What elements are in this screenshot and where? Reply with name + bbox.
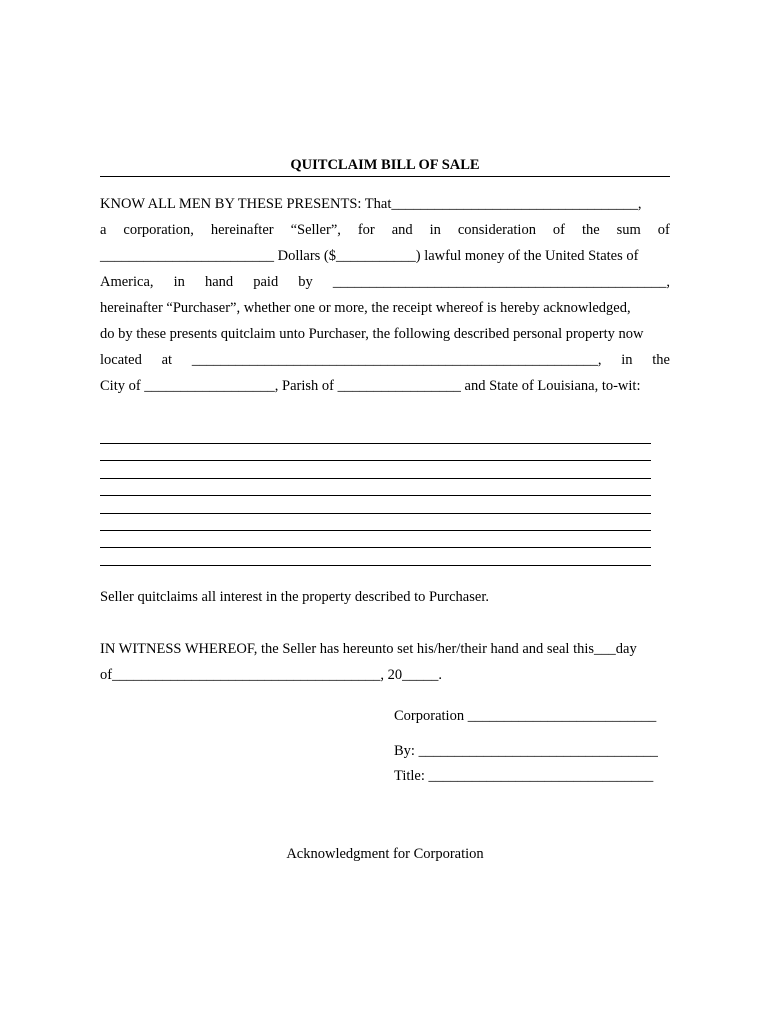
description-line [100, 514, 651, 531]
body-line-7 [100, 347, 670, 373]
property-description-lines [100, 443, 651, 566]
description-line [100, 548, 651, 565]
seller-statement: Seller quitclaims all interest in the property described to Purchaser. [100, 589, 489, 605]
word: and [391, 222, 413, 238]
word: sum [616, 222, 641, 238]
description-line [100, 461, 651, 478]
body-line-1: KNOW ALL MEN BY THESE PRESENTS: That__________________________________, [100, 196, 642, 212]
word: a [100, 222, 107, 238]
by-signature-line: By: _________________________________ [394, 743, 658, 759]
body-line-4 [100, 269, 670, 295]
word: of [552, 222, 566, 238]
description-line [100, 444, 651, 461]
word: for [357, 222, 375, 238]
acknowledgment-heading: Acknowledgment for Corporation [286, 846, 484, 862]
body-line-3: ________________________ Dollars ($___________) lawful money of the United States of [100, 248, 639, 264]
word: in [621, 352, 633, 368]
word: hand [204, 274, 234, 290]
word: the [652, 352, 670, 368]
title-block [100, 157, 670, 177]
description-line [100, 531, 651, 548]
witness-clause [100, 636, 670, 688]
witness-line-1: IN WITNESS WHEREOF, the Seller has hereunto set his/her/their hand and seal this___day [100, 641, 637, 657]
word: in [429, 222, 441, 238]
corporation-signature-line: Corporation __________________________ [394, 708, 657, 724]
word: hereinafter [210, 222, 274, 238]
word: corporation, [123, 222, 194, 238]
word: in [173, 274, 185, 290]
word: paid [253, 274, 279, 290]
body-paragraph [100, 191, 670, 399]
body-line-2 [100, 217, 670, 243]
word: of [657, 222, 670, 238]
word: America, [100, 274, 154, 290]
body-line-6: do by these presents quitclaim unto Purchaser, the following described personal property now [100, 326, 644, 342]
title-signature-line: Title: _______________________________ [394, 768, 654, 784]
description-line [100, 479, 651, 496]
document-title: QUITCLAIM BILL OF SALE [290, 157, 480, 173]
description-line [100, 496, 651, 513]
word: ________________________________________________________, [191, 352, 602, 368]
word: located [100, 352, 142, 368]
word: ______________________________________________, [332, 274, 670, 290]
word: at [161, 352, 173, 368]
body-line-5: hereinafter “Purchaser”, whether one or more, the receipt whereof is hereby acknowledged, [100, 300, 631, 316]
word: the [581, 222, 600, 238]
word: by [298, 274, 313, 290]
word: consideration [457, 222, 536, 238]
body-line-8: City of __________________, Parish of _________________ and State of Louisiana, to-wit: [100, 378, 641, 394]
witness-line-2: of_____________________________________, 20_____. [100, 667, 442, 683]
word: “Seller”, [290, 222, 341, 238]
